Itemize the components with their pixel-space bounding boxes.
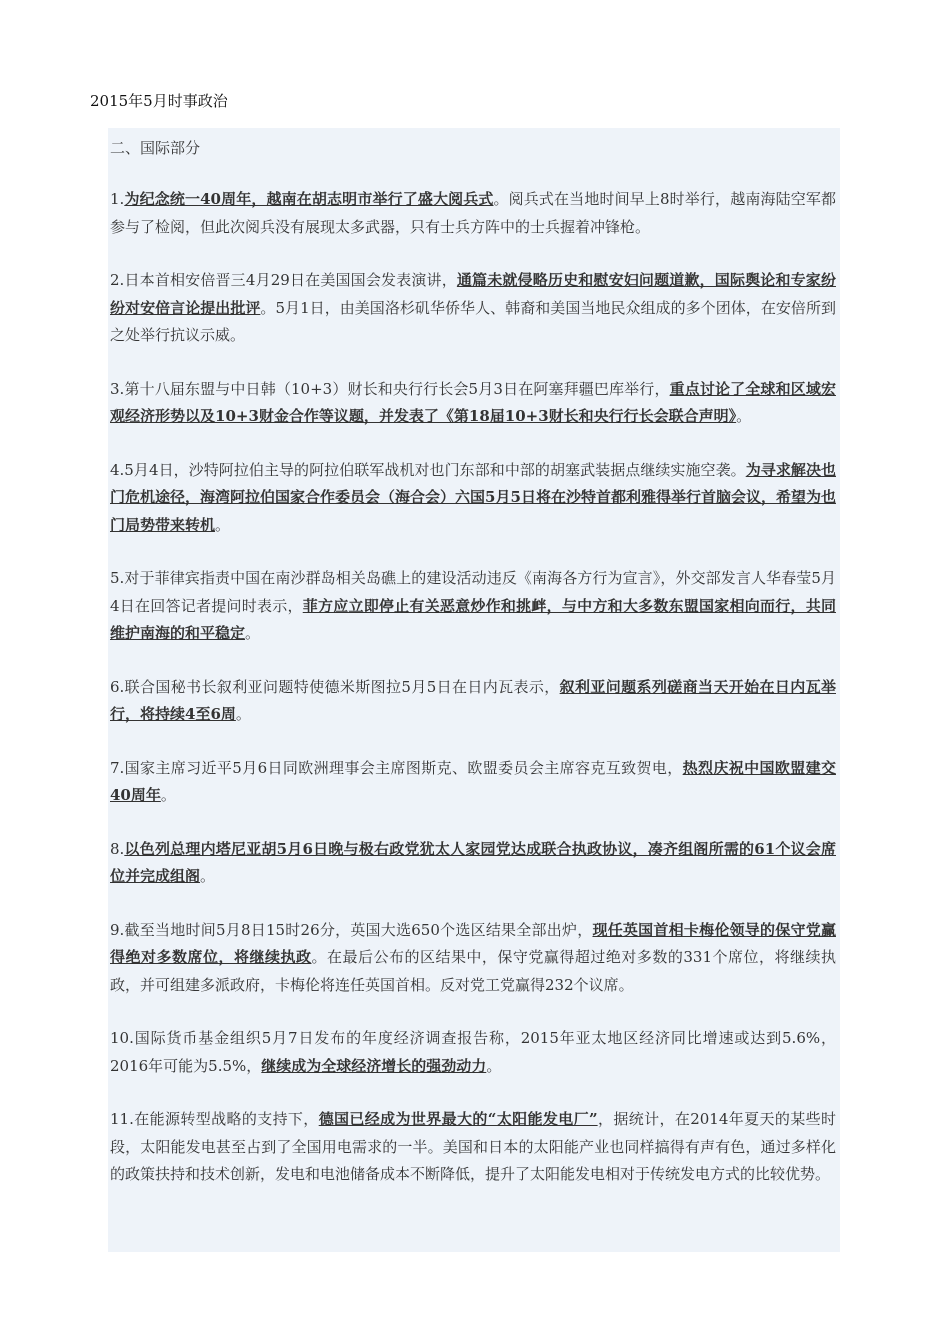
news-item-11: 11.在能源转型战略的支持下，德国已经成为世界最大的“太阳能发电厂”，据统计，在2014年夏天的某些时段，太阳能发电甚至占到了全国用电需求的一半。美国和日本的太阳能产业也同样搞得有声有色，通过多样化的政策扶持和技术创新，发电和电池储备成本不断降低，提升了太阳能发电相对于传统发电方式的比较优势。 xyxy=(110,1110,836,1183)
news-item-highlight: 菲方应立即停止有关恶意炒作和挑衅，与中方和大多数东盟国家相向而行，共同维护南海的和平稳定 xyxy=(110,596,836,642)
news-item-2: 2.日本首相安倍晋三4月29日在美国国会发表演讲，通篇未就侵略历史和慰安妇问题道歉，国际舆论和专家纷纷对安倍言论提出批评。5月1日，由美国洛杉矶华侨华人、韩裔和美国当地民众组成的多个团体，在安倍所到之处举行抗议示威。 xyxy=(110,271,836,344)
news-item-highlight: 重点讨论了全球和区域宏观经济形势以及10+3财金合作等议题，并发表了《第18届10+3财长和央行行长会联合声明》 xyxy=(110,379,836,425)
news-item-highlight: 通篇未就侵略历史和慰安妇问题道歉，国际舆论和专家纷纷对安倍言论提出批评 xyxy=(110,271,836,317)
news-item-highlight: 为纪念统一40周年，越南在胡志明市举行了盛大阅兵式 xyxy=(124,190,494,208)
news-item-9: 9.截至当地时间5月8日15时26分，英国大选650个选区结果全部出炉，现任英国首相卡梅伦领导的保守党赢得绝对多数席位，将继续执政。在最后公布的区结果中，保守党赢得超过绝对多数的331个席位，将继续执政，并可组建多派政府，卡梅伦将连任英国首相。反对党工党赢得232个议席。 xyxy=(110,920,836,994)
section-heading: 二、国际部分 xyxy=(110,139,201,157)
news-item-highlight: 为寻求解决也门危机途径，海湾阿拉伯国家合作委员会（海合会）六国5月5日将在沙特首都利雅得举行首脑会议，希望为也门局势带来转机 xyxy=(110,460,836,534)
news-item-8: 8.以色列总理内塔尼亚胡5月6日晚与极右政党犹太人家园党达成联合执政协议，凑齐组阁所需的61个议会席位并完成组阁。 xyxy=(110,839,836,885)
news-item-highlight: 继续成为全球经济增长的强劲动力 xyxy=(261,1056,487,1075)
news-item-3: 3.第十八届东盟与中日韩（10+3）财长和央行行长会5月3日在阿塞拜疆巴库举行，重点讨论了全球和区域宏观经济形势以及10+3财金合作等议题，并发表了《第18届10+3财长和央行行长会联合声明》。 xyxy=(110,379,836,425)
article-content xyxy=(108,128,840,1252)
page-title: 2015年5月时事政治 xyxy=(90,92,228,110)
news-item-6: 6.联合国秘书长叙利亚问题特使德米斯图拉5月5日在日内瓦表示，叙利亚问题系列磋商当天开始在日内瓦举行，将持续4至6周。 xyxy=(110,677,836,723)
news-item-7: 7.国家主席习近平5月6日同欧洲理事会主席图斯克、欧盟委员会主席容克互致贺电，热烈庆祝中国欧盟建交40周年。 xyxy=(110,758,836,804)
news-item-highlight: 以色列总理内塔尼亚胡5月6日晚与极右政党犹太人家园党达成联合执政协议，凑齐组阁所需的61个议会席位并完成组阁 xyxy=(110,839,836,885)
news-item-highlight: 叙利亚问题系列磋商当天开始在日内瓦举行，将持续4至6周 xyxy=(110,677,836,723)
news-item-4: 4.5月4日，沙特阿拉伯主导的阿拉伯联军战机对也门东部和中部的胡塞武装据点继续实施空袭。为寻求解决也门危机途径，海湾阿拉伯国家合作委员会（海合会）六国5月5日将在沙特首都利雅得举行首脑会议，希望为也门局势带来转机。 xyxy=(110,460,836,534)
news-item-highlight: 热烈庆祝中国欧盟建交40周年 xyxy=(110,758,836,804)
news-item-10: 10.国际货币基金组织5月7日发布的年度经济调查报告称，2015年亚太地区经济同比增速或达到5.6%，2016年可能为5.5%，继续成为全球经济增长的强劲动力。 xyxy=(110,1029,836,1075)
news-item-highlight: 现任英国首相卡梅伦领导的保守党赢得绝对多数席位，将继续执政 xyxy=(110,920,836,966)
news-item-highlight: 德国已经成为世界最大的“太阳能发电厂” xyxy=(318,1110,598,1128)
news-item-1: 1.为纪念统一40周年，越南在胡志明市举行了盛大阅兵式。阅兵式在当地时间早上8时举行，越南海陆空军都参与了检阅，但此次阅兵没有展现太多武器，只有士兵方阵中的士兵握着冲锋枪。 xyxy=(110,190,836,236)
news-item-5: 5.对于菲律宾指责中国在南沙群岛相关岛礁上的建设活动违反《南海各方行为宣言》，外交部发言人华春莹5月4日在回答记者提问时表示，菲方应立即停止有关恶意炒作和挑衅，与中方和大多数东盟国家相向而行，共同维护南海的和平稳定。 xyxy=(110,569,836,642)
